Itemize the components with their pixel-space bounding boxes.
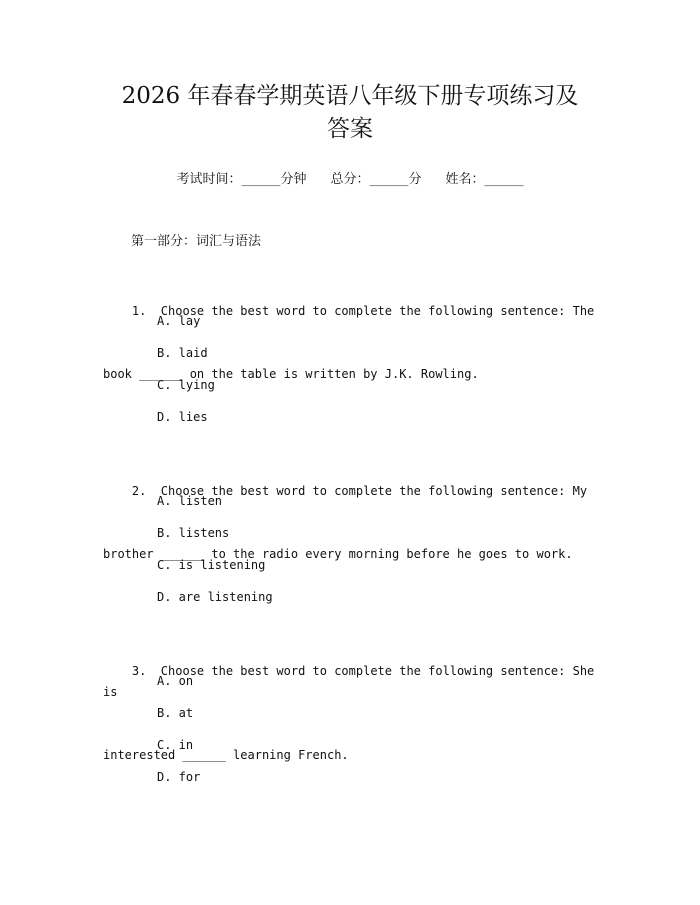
question-2 [103,439,603,607]
question-3-line-1: 3. Choose the best word to complete the following sentence: She is [103,664,602,699]
question-2-option-c: C. is listening [157,558,266,572]
section-heading: 第一部分：词汇与语法 [131,234,262,249]
question-3-option-c: C. in [157,738,194,752]
question-2-option-b: B. listens [157,526,230,540]
question-1-option-d: D. lies [157,410,208,424]
question-1-option-a: A. lay [157,314,201,328]
question-2-line-2: brother ______ to the radio every morning before he goes to work. [103,547,573,561]
exam-score: 总分：______分 [330,172,422,187]
question-1-line-2: book ______ on the table is written by J.K. Rowling. [103,367,479,381]
question-3-option-d: D. for [157,770,201,784]
question-3-option-b: B. at [157,706,194,720]
question-1-option-c: C. lying [157,378,215,392]
question-2-line-1: 2. Choose the best word to complete the following sentence: My [103,484,588,498]
question-1-option-b: B. laid [157,346,208,360]
question-3-option-a: A. on [157,674,194,688]
question-2-option-d: D. are listening [157,590,273,604]
question-1-line-1: 1. Choose the best word to complete the following sentence: The [103,304,595,318]
page-title [60,80,640,146]
exam-name: 姓名：______ [445,172,524,187]
question-2-option-a: A. listen [157,494,223,508]
title-line-2: 答案 [327,116,373,142]
question-3-line-2: interested ______ learning French. [103,748,349,762]
exam-meta [0,168,700,187]
question-1 [103,259,603,427]
exam-time: 考试时间：______分钟 [176,172,307,187]
title-line-1: 2026 年春春学期英语八年级下册专项练习及 [121,83,579,109]
